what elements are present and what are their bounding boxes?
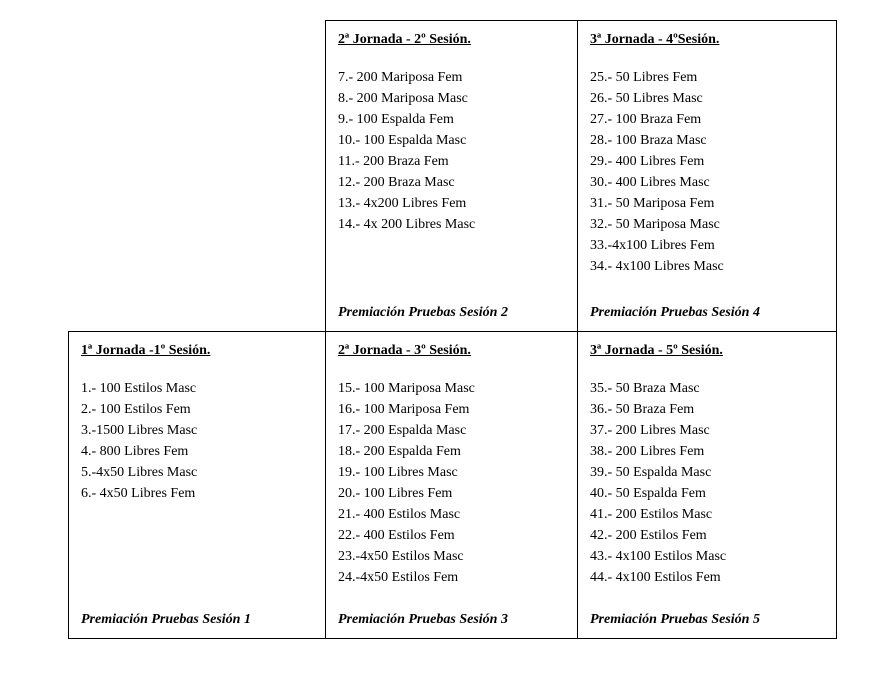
- event-item: 26.- 50 Libres Masc: [590, 91, 703, 106]
- session-card-jornada1-sesion1: [68, 331, 326, 639]
- event-item: 35.- 50 Braza Masc: [590, 381, 700, 396]
- event-item: 42.- 200 Estilos Fem: [590, 528, 707, 543]
- event-item: 33.-4x100 Libres Fem: [590, 238, 715, 253]
- event-item: 25.- 50 Libres Fem: [590, 70, 698, 85]
- award-ceremony-label: Premiación Pruebas Sesión 4: [590, 305, 760, 320]
- event-item: 2.- 100 Estilos Fem: [81, 402, 191, 417]
- event-item: 4.- 800 Libres Fem: [81, 444, 189, 459]
- event-item: 17.- 200 Espalda Masc: [338, 423, 467, 438]
- event-item: 14.- 4x 200 Libres Masc: [338, 217, 476, 232]
- event-item: 12.- 200 Braza Masc: [338, 175, 455, 190]
- event-item: 27.- 100 Braza Fem: [590, 112, 702, 127]
- event-item: 11.- 200 Braza Fem: [338, 154, 449, 169]
- event-item: 41.- 200 Estilos Masc: [590, 507, 713, 522]
- session-card-jornada2-sesion2: [325, 20, 578, 332]
- event-list: [81, 378, 313, 504]
- event-list: [590, 378, 824, 588]
- award-ceremony-label: Premiación Pruebas Sesión 5: [590, 612, 760, 627]
- event-item: 13.- 4x200 Libres Fem: [338, 196, 467, 211]
- event-item: 34.- 4x100 Libres Masc: [590, 259, 724, 274]
- event-item: 43.- 4x100 Estilos Masc: [590, 549, 727, 564]
- event-item: 7.- 200 Mariposa Fem: [338, 70, 463, 85]
- event-item: 30.- 400 Libres Masc: [590, 175, 710, 190]
- event-item: 16.- 100 Mariposa Fem: [338, 402, 470, 417]
- award-ceremony-label: Premiación Pruebas Sesión 2: [338, 305, 508, 320]
- event-item: 5.-4x50 Libres Masc: [81, 465, 198, 480]
- event-item: 8.- 200 Mariposa Masc: [338, 91, 468, 106]
- event-item: 32.- 50 Mariposa Masc: [590, 217, 720, 232]
- event-item: 18.- 200 Espalda Fem: [338, 444, 461, 459]
- event-item: 9.- 100 Espalda Fem: [338, 112, 454, 127]
- event-item: 38.- 200 Libres Fem: [590, 444, 705, 459]
- event-item: 20.- 100 Libres Fem: [338, 486, 453, 501]
- event-item: 36.- 50 Braza Fem: [590, 402, 695, 417]
- event-list: [338, 378, 565, 588]
- event-item: 31.- 50 Mariposa Fem: [590, 196, 715, 211]
- session-heading: 2ª Jornada - 2º Sesión.: [338, 32, 471, 47]
- session-heading: 3ª Jornada - 5º Sesión.: [590, 343, 723, 358]
- event-item: 28.- 100 Braza Masc: [590, 133, 707, 148]
- session-heading: 3ª Jornada - 4ºSesión.: [590, 32, 720, 47]
- event-item: 22.- 400 Estilos Fem: [338, 528, 455, 543]
- event-item: 39.- 50 Espalda Masc: [590, 465, 712, 480]
- session-card-jornada2-sesion3: [325, 331, 578, 639]
- award-ceremony-label: Premiación Pruebas Sesión 1: [81, 612, 251, 627]
- award-ceremony-label: Premiación Pruebas Sesión 3: [338, 612, 508, 627]
- event-item: 29.- 400 Libres Fem: [590, 154, 705, 169]
- event-item: 24.-4x50 Estilos Fem: [338, 570, 459, 585]
- event-list: [338, 67, 565, 235]
- session-card-jornada3-sesion5: [577, 331, 837, 639]
- event-item: 44.- 4x100 Estilos Fem: [590, 570, 721, 585]
- event-item: 37.- 200 Libres Masc: [590, 423, 710, 438]
- event-item: 40.- 50 Espalda Fem: [590, 486, 706, 501]
- event-item: 15.- 100 Mariposa Masc: [338, 381, 475, 396]
- event-item: 6.- 4x50 Libres Fem: [81, 486, 196, 501]
- session-card-jornada3-sesion4: [577, 20, 837, 332]
- event-item: 19.- 100 Libres Masc: [338, 465, 458, 480]
- event-item: 21.- 400 Estilos Masc: [338, 507, 461, 522]
- event-item: 3.-1500 Libres Masc: [81, 423, 198, 438]
- session-heading: 1ª Jornada -1º Sesión.: [81, 343, 211, 358]
- event-item: 10.- 100 Espalda Masc: [338, 133, 467, 148]
- event-item: 23.-4x50 Estilos Masc: [338, 549, 464, 564]
- session-heading: 2ª Jornada - 3º Sesión.: [338, 343, 471, 358]
- event-item: 1.- 100 Estilos Masc: [81, 381, 197, 396]
- event-list: [590, 67, 824, 277]
